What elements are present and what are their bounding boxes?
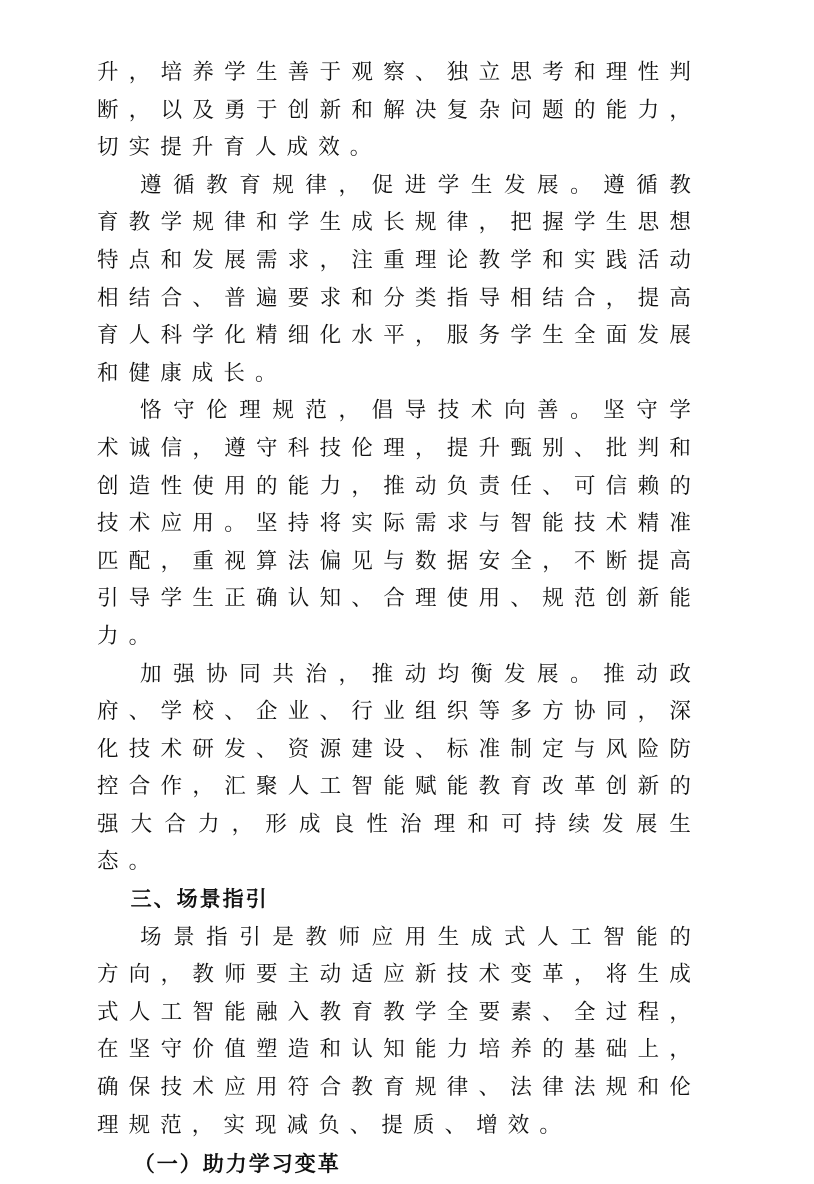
- principle-paragraph-education-law: 遵循教育规律，促进学生发展。遵循教育教学规律和学生成长规律，把握学生思想特点和发展需求，注重理论教学和实践活动相结合、普遍要求和分类指导相结合，提高育人科学化精细化水平，服务学生全面发展和健康成长。: [97, 172, 701, 386]
- section-heading-scenario-guidance: 三、场景指引: [130, 887, 269, 912]
- principle-paragraph-collaboration: 加强协同共治，推动均衡发展。推动政府、学校、企业、行业组织等多方协同，深化技术研发、资源建设、标准制定与风险防控合作，汇聚人工智能赋能教育改革创新的强大合力，形成良性治理和可持续发展生态。: [97, 661, 701, 875]
- section-intro-paragraph: 场景指引是教师应用生成式人工智能的方向，教师要主动适应新技术变革，将生成式人工智能融入教育教学全要素、全过程，在坚守价值塑造和认知能力培养的基础上，确保技术应用符合教育规律、法律法规和伦理规范，实现减负、提质、增效。: [97, 924, 701, 1138]
- document-page: [97, 54, 701, 1184]
- continuation-paragraph: 升，培养学生善于观察、独立思考和理性判断，以及勇于创新和解决复杂问题的能力，切实提升育人成效。: [97, 60, 701, 161]
- subsection-heading-learning-reform: （一）助力学习变革: [133, 1152, 341, 1177]
- principle-paragraph-ethics: 恪守伦理规范，倡导技术向善。坚守学术诚信，遵守科技伦理，提升甄别、批判和创造性使用的能力，推动负责任、可信赖的技术应用。坚持将实际需求与智能技术精准匹配，重视算法偏见与数据安全，不断提高引导学生正确认知、合理使用、规范创新能力。: [97, 398, 701, 649]
